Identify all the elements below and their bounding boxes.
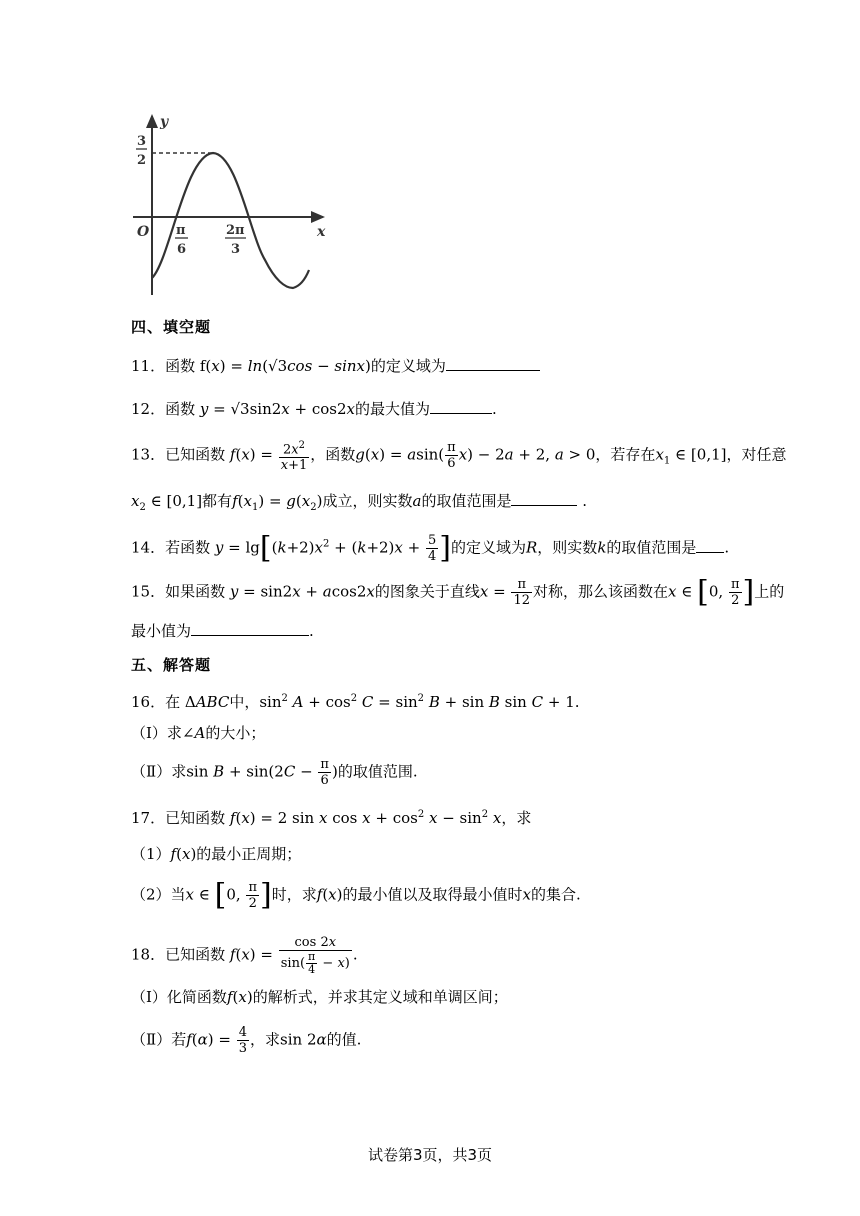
question-17-part-1: （1）f(x)的最小正周期； [131,845,302,863]
section-fill-in: 四、填空题 [131,318,212,336]
question-16-part-1: （Ⅰ）求∠A的大小； [131,724,266,742]
question-16: 16．在 ΔABC中，$\sin^2 A + \cos^2 C = \sin^2 B + \sin B$ sin C + 1. [131,693,580,711]
question-17-part-2: （2）当x ∈ [0, $\frac{\pi}{2}$ ]时，求f(x)的最小值以及取得最小值时x的集合. [131,877,581,913]
question-11: 11．函数 f(x) = ln(√3cos − sinx)的定义域为 [131,354,540,377]
x-tick2-den: 3 [231,242,241,257]
question-18: 18．已知函数 f(x) = cos 2x sin( $\frac{\pi}{4}$ − x) . [131,935,358,976]
x-tick1-den: 6 [177,242,187,257]
answer-blank[interactable] [696,536,724,553]
section-answer: 五、解答题 [131,656,212,674]
question-16-part-2: （Ⅱ）求sin B + sin(2C − $\frac{\pi}{6}$ )的取值范围. [131,757,418,788]
question-15-cont: 最小值为 . [131,619,314,642]
question-15: 15．如果函数 y = sin2x + acos2x的图象关于直线x = $\frac{\pi}{12}$ 对称，那么该函数在x ∈ [0, $\frac{\pi}{2}$ ]上的 [131,574,785,610]
answer-blank[interactable] [511,489,577,506]
x-tick2-num: 2π [226,223,245,238]
page-footer: 试卷第3页，共3页 [367,1146,493,1164]
question-14: 14．若函数 $y = \lg[(k+2)x^2 + (k+2)x$ + $\frac{5}{4}$ ]的定义域为R，则实数k的取值范围是 . [131,530,730,566]
question-13-cont: $x_2$ ∈ [0,1]都有$f(x_1) = g(x_2)$成立，则实数a的取值范围是 . [131,489,587,519]
x-axis-label: x [317,224,326,240]
question-12: 12．函数 y = √3sin2x + cos2x的最大值为 . [131,397,497,420]
function-graph [125,110,335,300]
y-tick-num: 3 [137,134,147,149]
answer-blank[interactable] [446,354,540,371]
sine-curve [152,153,309,288]
y-tick-den: 2 [137,153,147,168]
answer-blank[interactable] [191,619,309,636]
question-13: 13．已知函数 f(x) = $\frac{2x^2}{x+1}$ ，函数g(x) = asin( $\frac{\pi}{6}$ x) − 2a + 2, a > 0，若存在$x_1$ ∈ [0,1]，对任意 [131,440,787,474]
question-18-part-2: （Ⅱ）若f(α) = $\frac{4}{3}$ ，求sin 2α的值. [131,1025,362,1056]
x-tick1-num: π [176,223,186,238]
answer-blank[interactable] [430,397,492,414]
origin-label: O [137,224,150,240]
question-18-part-1: （Ⅰ）化简函数f(x)的解析式，并求其定义域和单调区间； [131,988,508,1006]
y-axis-label: y [160,114,169,130]
question-17: 17．已知函数 f(x) = 2 sin x $\cos x + \cos^2 x - \sin^2 x$，求 [131,809,532,827]
